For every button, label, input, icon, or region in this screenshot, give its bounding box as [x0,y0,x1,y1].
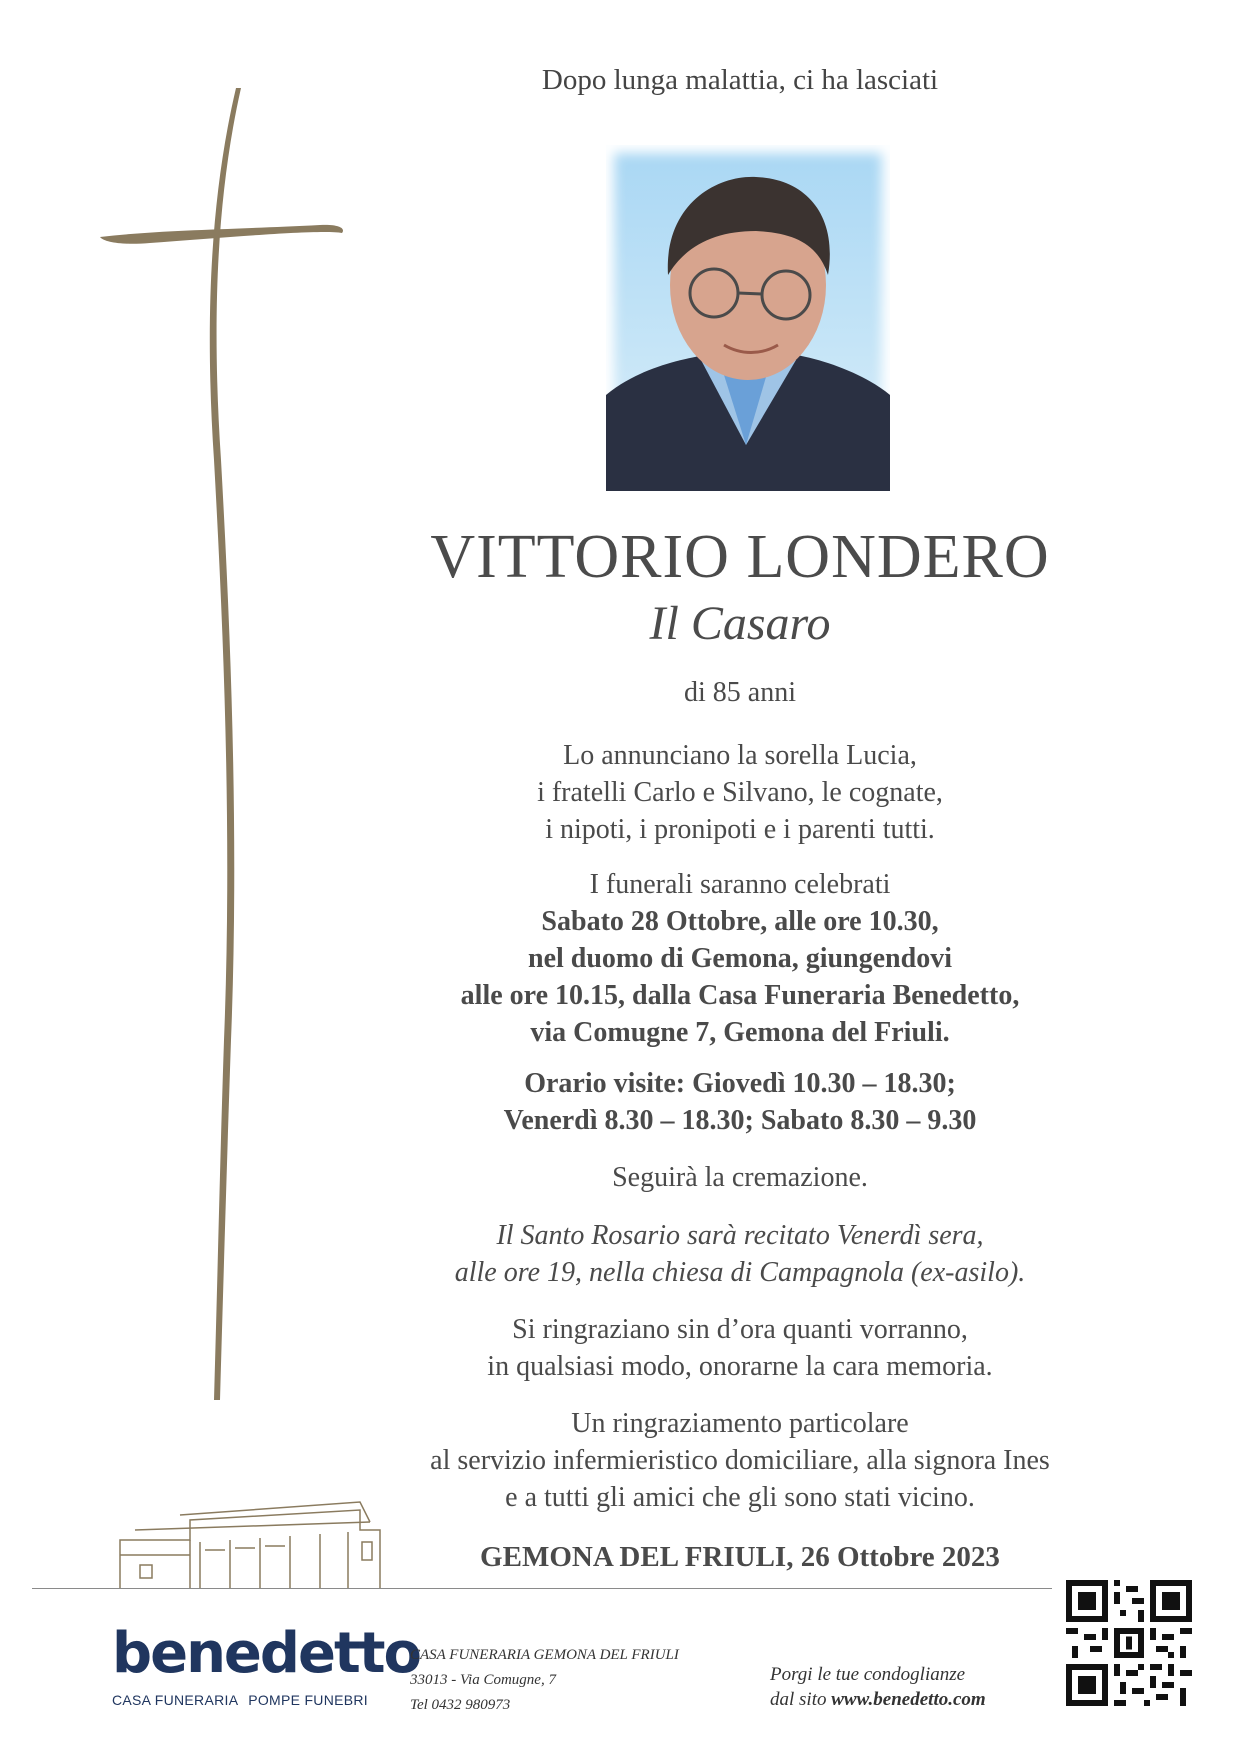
rosary-line: alle ore 19, nella chiesa di Campagnola (ex-asilo). [454,1257,1026,1288]
logo-subtitle [112,1692,368,1708]
portrait-photo [606,145,890,491]
special-thanks-line: e a tutti gli amici che gli sono stati vicino. [505,1482,975,1513]
cross-icon [90,80,350,1420]
thanks-line: Si ringraziano sin d’ora quanti vorranno, [512,1314,968,1345]
address-line: CASA FUNERARIA GEMONA DEL FRIULI [410,1647,679,1663]
visits-block [380,1065,1100,1139]
thanks-line: in qualsiasi modo, onorarne la cara memoria. [487,1351,993,1382]
rosary-line: Il Santo Rosario sarà recitato Venerdì sera, [496,1220,984,1251]
condolences-line1: Porgi le tue condoglianze [770,1664,966,1685]
footer-address [410,1643,679,1718]
special-thanks-block [380,1405,1100,1516]
condolences-prefix: dal sito [770,1689,832,1710]
address-line: Tel 0432 980973 [410,1697,511,1713]
qr-code-icon[interactable] [1066,1580,1192,1706]
deceased-nickname: Il Casaro [649,597,831,650]
funeral-block [380,866,1100,1051]
visits-line: Orario visite: Giovedì 10.30 – 18.30; [524,1068,956,1099]
funeral-intro: I funerali saranno celebrati [589,869,891,900]
special-thanks-line: Un ringraziamento particolare [571,1408,909,1439]
funeral-line: Sabato 28 Ottobre, alle ore 10.30, [541,906,939,937]
footer-divider [32,1588,1052,1589]
thanks-block [380,1311,1100,1385]
condolences-site-link[interactable]: www.benedetto.com [831,1689,986,1710]
intro-text: Dopo lunga malattia, ci ha lasciati [541,64,939,96]
funeral-line: nel duomo di Gemona, giungendovi [528,943,952,974]
announcement-block [380,737,1100,848]
address-line: 33013 - Via Comugne, 7 [410,1672,556,1688]
deceased-name: VITTORIO LONDERO [430,523,1050,591]
funeral-line: via Comugne 7, Gemona del Friuli. [530,1017,950,1048]
place-date: GEMONA DEL FRIULI, 26 Ottobre 2023 [480,1541,1000,1573]
announcement-line: Lo annunciano la sorella Lucia, [563,740,917,771]
cremation-text: Seguirà la cremazione. [612,1162,868,1193]
condolences-text [770,1662,1050,1712]
condolences-line2 [770,1687,1050,1712]
special-thanks-line: al servizio infermieristico domiciliare, alla signora Ines [430,1445,1050,1476]
logo-sub-right: POMPE FUNEBRI [248,1692,368,1708]
announcement-line: i nipoti, i pronipoti e i parenti tutti. [545,814,935,845]
portrait-illustration [606,145,890,491]
funeral-home-building-icon [80,1470,400,1590]
funeral-line: alle ore 10.15, dalla Casa Funeraria Benedetto, [460,980,1020,1011]
logo-sub-left: CASA FUNERARIA [112,1692,239,1708]
benedetto-logo: benedetto [112,1621,420,1686]
visits-line: Venerdì 8.30 – 18.30; Sabato 8.30 – 9.30 [503,1105,977,1136]
deceased-age: di 85 anni [684,677,796,708]
rosary-block [380,1217,1100,1291]
announcement-line: i fratelli Carlo e Silvano, le cognate, [537,777,943,808]
